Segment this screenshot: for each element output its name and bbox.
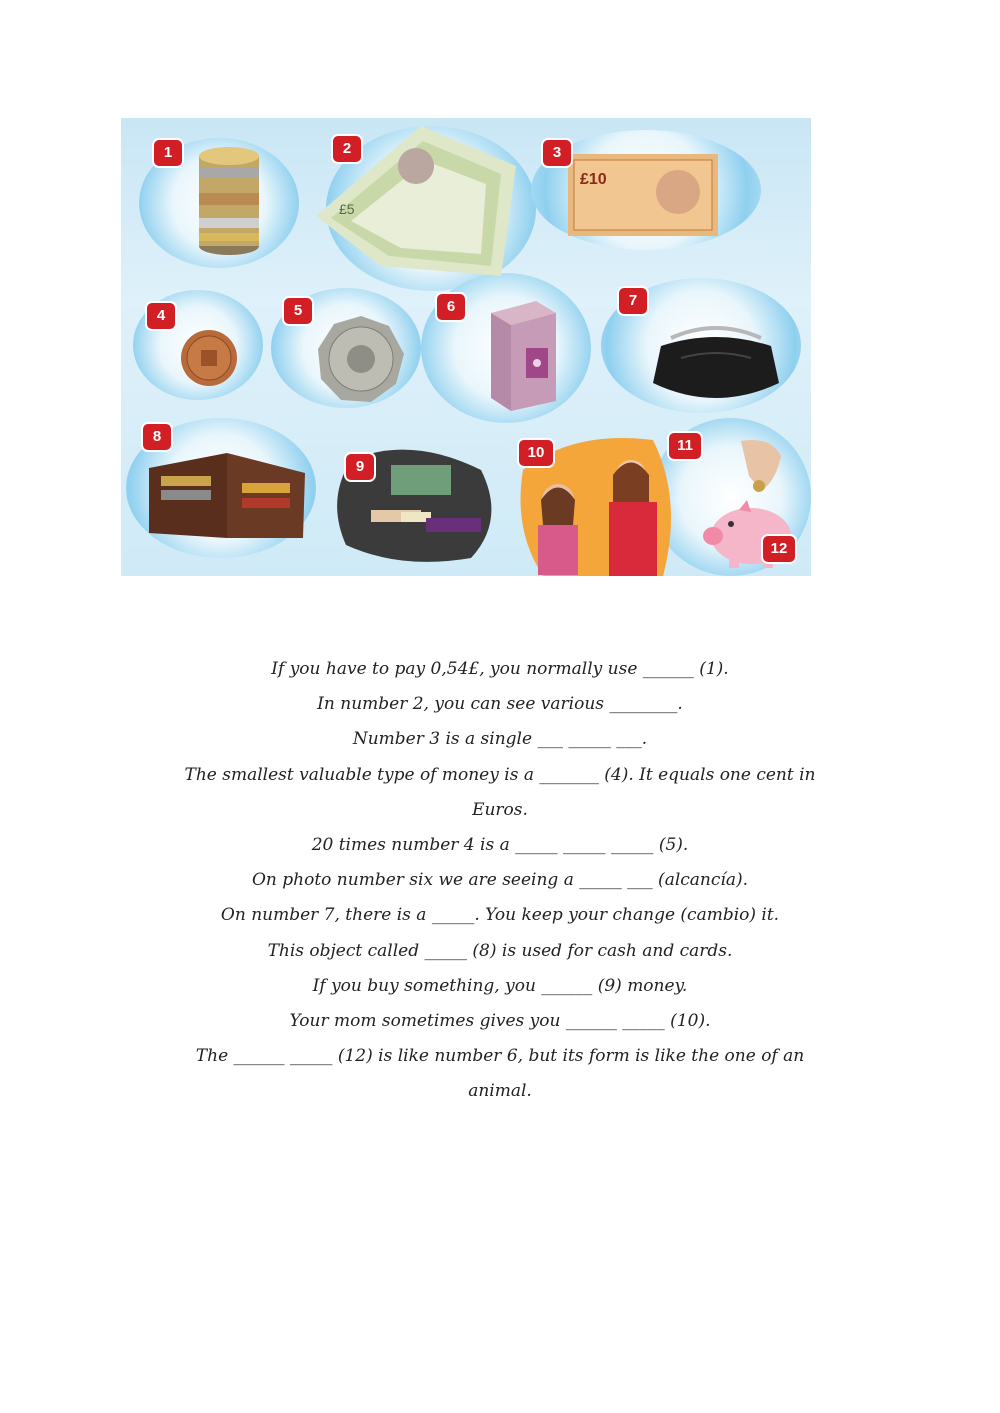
penny-coin-icon — [179, 328, 239, 388]
sentence-8: This object called _____ (8) is used for cash and cards. — [267, 940, 733, 961]
sentence-9: If you buy something, you ______ (9) money. — [312, 975, 688, 996]
badge-12: 12 — [763, 536, 795, 562]
sentence-10: Your mom sometimes gives you ______ _____ (10). — [289, 1011, 711, 1032]
badge-3: 3 — [543, 140, 571, 166]
coin-stack-icon — [189, 138, 269, 258]
money-box-icon — [481, 293, 561, 413]
exercise-text — [130, 652, 870, 1110]
badge-5: 5 — [284, 298, 312, 324]
badge-6: 6 — [437, 294, 465, 320]
sentence-5: 20 times number 4 is a _____ _____ _____ (5). — [311, 835, 689, 856]
badge-10: 10 — [519, 440, 553, 466]
ten-pound-note-icon — [568, 154, 718, 236]
sentence-3: Number 3 is a single ___ _____ ___. — [352, 729, 648, 750]
money-vocabulary-picture — [121, 118, 811, 576]
badge-8: 8 — [143, 424, 171, 450]
badge-2: 2 — [333, 136, 361, 162]
sentence-4-continued: Euros. — [472, 799, 528, 820]
sentence-1: If you have to pay 0,54£, you normally use ______ (1). — [271, 659, 729, 679]
badge-7: 7 — [619, 288, 647, 314]
sentence-11: The ______ _____ (12) is like number 6, but its form is like the one of an — [195, 1046, 805, 1067]
svg-text:£10: £10 — [580, 171, 607, 188]
sentence-7: On number 7, there is a _____. You keep your change (cambio) it. — [220, 905, 780, 926]
sentence-2: In number 2, you can see various ________. — [317, 694, 683, 715]
badge-11: 11 — [669, 433, 701, 459]
sentence-4: The smallest valuable type of money is a _______ (4). It equals one cent in — [184, 764, 816, 785]
coin-purse-icon — [651, 318, 781, 403]
svg-text:£5: £5 — [339, 201, 355, 217]
badge-9: 9 — [346, 454, 374, 480]
hand-coin-icon — [731, 436, 791, 496]
wallet-icon — [147, 448, 307, 543]
sentence-11-continued: animal. — [468, 1081, 532, 1102]
badge-4: 4 — [147, 303, 175, 329]
sentence-6: On photo number six we are seeing a _____ ___ (alcancía). — [251, 870, 748, 891]
badge-1: 1 — [154, 140, 182, 166]
twenty-pence-coin-icon — [316, 314, 406, 404]
